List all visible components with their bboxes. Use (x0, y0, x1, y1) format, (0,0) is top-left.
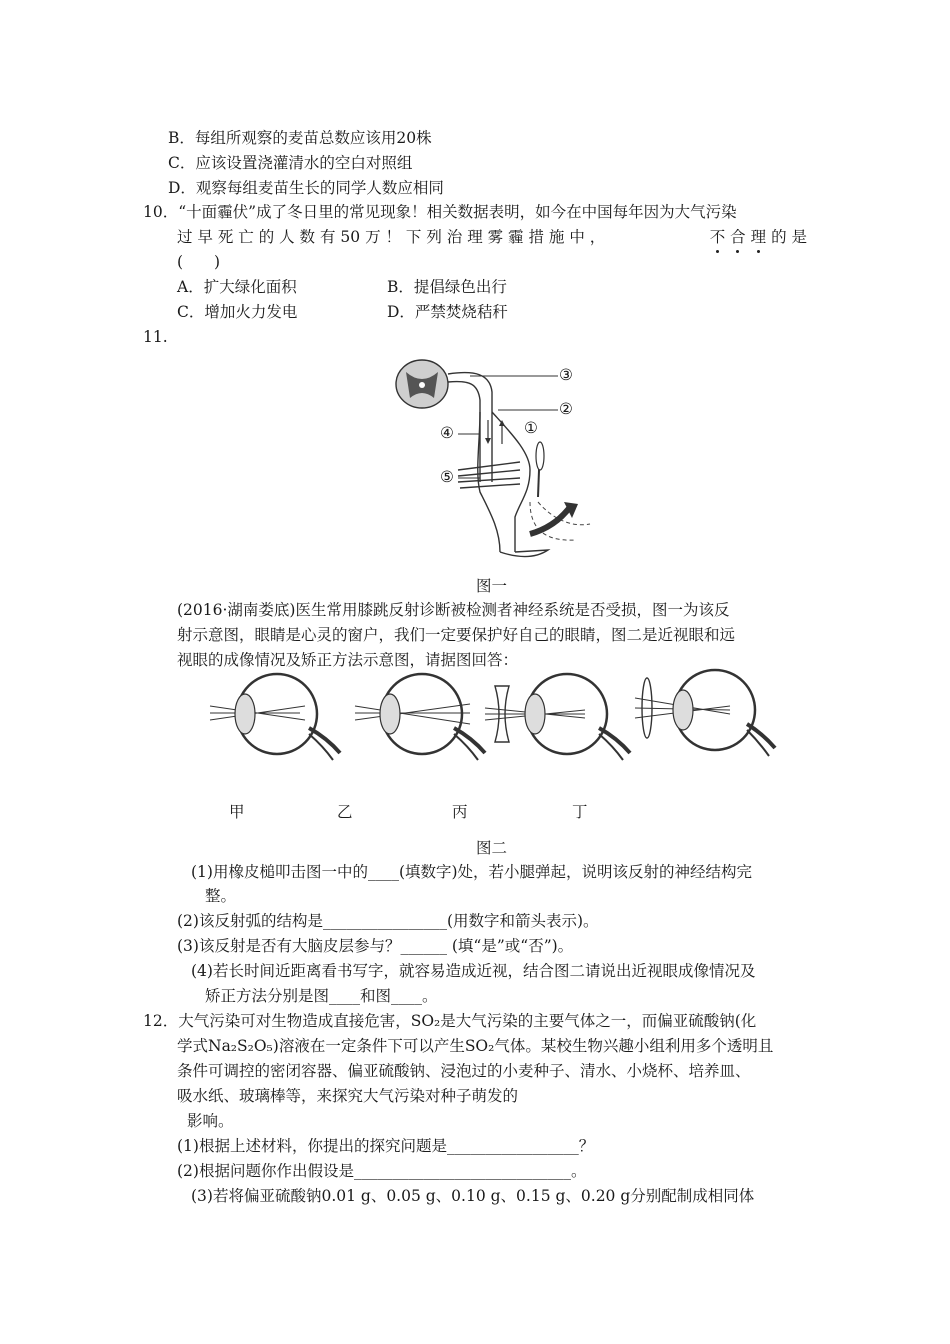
fig1-label-3: ③ (559, 366, 573, 384)
q12-stem-line1: 12．大气污染可对生物造成直接危害，SO₂是大气污染的主要气体之一，而偏亚硫酸钠(化 (143, 1012, 757, 1030)
fig1-label-2: ② (559, 400, 573, 418)
q10-option-a: A．扩大绿化面积 (177, 278, 297, 296)
emphasis-char-1: 不 (709, 228, 726, 246)
q11-intro-line2: 射示意图，眼睛是心灵的窗户，我们一定要保护好自己的眼睛，图二是近视眼和远 (177, 626, 736, 644)
q10-option-c: C．增加火力发电 (177, 303, 298, 321)
q10-option-b: B．提倡绿色出行 (387, 278, 507, 296)
q11-sub4-line2: 矫正方法分别是图____和图____。 (205, 987, 438, 1005)
q12-sub1: (1)根据上述材料，你提出的探究问题是_________________？ (177, 1137, 595, 1155)
q11-sub2: (2)该反射弧的结构是________________(用数字和箭头表示)。 (177, 912, 599, 930)
q12-stem-line3: 条件可调控的密闭容器、偏亚硫酸钠、浸泡过的小麦种子、清水、小烧杯、培养皿、 (177, 1062, 751, 1080)
q10-stem-line2-prefix: 过 早 死 亡 的 人 数 有 50 万 ！ 下 列 治 理 雾 霾 措 施 中 ， (177, 228, 606, 246)
q9-option-d: D．观察每组麦苗生长的同学人数应相同 (168, 179, 444, 197)
eye-diagrams (205, 668, 785, 763)
figure1-caption: 图一 (476, 577, 508, 595)
fig2-label-jia: 甲 (229, 803, 245, 821)
q11-sub3: (3)该反射是否有大脑皮层参与？______ (填“是”或“否”)。 (177, 937, 574, 955)
q10-emphasis (710, 226, 807, 248)
emphasis-char-2: 合 (730, 228, 746, 246)
q10-stem-line2 (177, 226, 807, 248)
figure2-caption: 图二 (476, 839, 508, 857)
q12-stem-line2: 学式Na₂S₂O₅)溶液在一定条件下可以产生SO₂气体。某校生物兴趣小组利用多个透明且 (177, 1037, 774, 1055)
q12-sub3: (3)若将偏亚硫酸钠0.01 g、0.05 g、0.10 g、0.15 g、0.20 g分别配制成相同体 (191, 1187, 755, 1205)
q12-stem-line5: 影响。 (187, 1112, 234, 1130)
q11-intro-line3: 视眼的成像情况及矫正方法示意图，请据图回答： (177, 651, 519, 669)
q10-option-d: D．严禁焚烧秸秆 (387, 303, 508, 321)
fig2-label-yi: 乙 (337, 803, 353, 821)
q11-number: 11. (143, 328, 168, 346)
fig1-label-5: ⑤ (440, 468, 454, 486)
q12-sub2: (2)根据问题你作出假设是____________________________。 (177, 1162, 587, 1180)
q9-option-c: C．应该设置浇灌清水的空白对照组 (168, 154, 413, 172)
q12-stem-line4: 吸水纸、玻璃棒等，来探究大气污染对种子萌发的 (177, 1087, 519, 1105)
q9-option-b: B．每组所观察的麦苗总数应该用20株 (168, 129, 432, 147)
fig1-label-1: ① (524, 419, 538, 437)
q10-stem-line1: 10．“十面霾伏”成了冬日里的常见现象！相关数据表明，如今在中国每年因为大气污染 (143, 203, 737, 221)
q11-sub1-line2: 整。 (205, 887, 237, 905)
q10-stem-line2-suffix: 的 是 (771, 228, 807, 246)
fig1-label-4: ④ (440, 424, 454, 442)
q10-answer-bracket: ( ) (177, 253, 221, 271)
fig2-label-ding: 丁 (572, 803, 588, 821)
q11-intro-line1: (2016·湖南娄底)医生常用膝跳反射诊断被检测者神经系统是否受损，图一为该反 (177, 601, 730, 619)
q11-sub4-line1: (4)若长时间近距离看书写字，就容易造成近视，结合图二请说出近视眼成像情况及 (191, 962, 756, 980)
fig2-label-bing: 丙 (452, 803, 468, 821)
emphasis-char-3: 理 (750, 228, 767, 246)
q11-sub1-line1: (1)用橡皮槌叩击图一中的____(填数字)处，若小腿弹起，说明该反射的神经结构完 (191, 863, 753, 881)
